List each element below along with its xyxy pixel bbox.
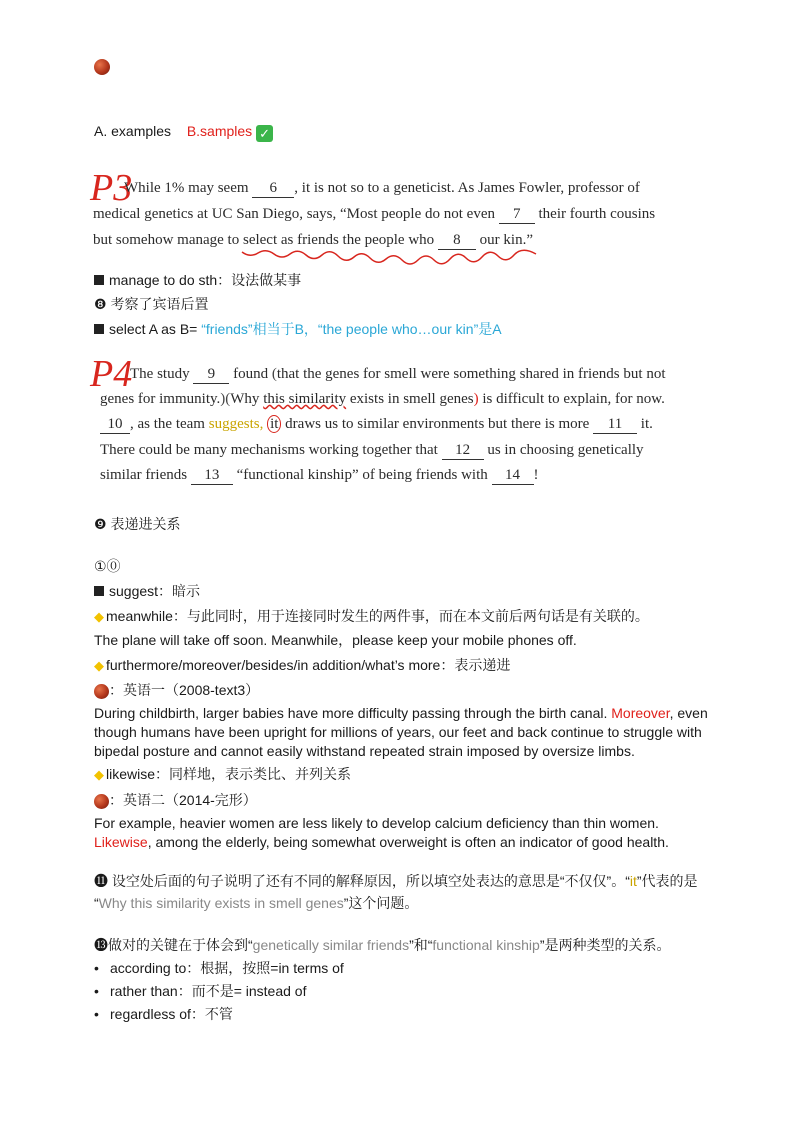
option-b: B.samples [186,123,253,139]
text: it. [640,416,653,432]
text: During childbirth, larger babies have more difficulty passing through the birth canal. [94,705,608,721]
text: ：英语二（2014-完形） [109,792,257,808]
text: ⓫ 设空处后面的句子说明了还有不同的解释原因，所以填空处表达的意思是“不仅仅”。“ [94,873,630,889]
note-furthermore [94,656,510,675]
p3-label: P3 [90,167,133,209]
text: “friends”相当于B，“the people who…our kin” [201,321,479,337]
diamond-icon: ◆ [94,767,104,782]
note-11-cont [94,894,418,912]
p4-line-2 [100,391,665,408]
text: their fourth cousins [538,206,656,222]
text: but somehow manage to [93,232,240,248]
option-a: A. examples [94,123,172,139]
text: that the genes for smell were something shared in friends but not [276,366,666,382]
answer-options [94,122,273,142]
text: , as the team [130,416,205,432]
text: ”这个问题。 [343,895,419,911]
nut-icon [94,59,110,75]
text: though humans have been upright for millions of years, our feet and back continue to struggle with [94,724,702,740]
blank-11: 11 [593,416,637,434]
source-eng2 [94,791,257,809]
nut-icon [94,684,109,699]
list-item [94,959,344,977]
text: likewise：同样地，表示类比、并列关系 [106,766,352,782]
note-9: ❾ 表递进关系 [94,516,181,532]
bracket-mark: ) [473,391,479,407]
p4-line-5 [100,467,539,485]
bullet-dot-icon: • [94,983,99,999]
text: found [233,366,269,382]
note-10: ①⓪ [94,558,121,574]
bullet-dot-icon: • [94,1006,99,1022]
blank-10: 10 [100,416,130,434]
text: ”和“ [409,937,433,953]
square-bullet-icon [94,275,104,285]
bracket-mark: )( [220,391,231,407]
text: manage to do sth：设法做某事 [109,272,302,288]
text: Why this similarity exists in smell genes [98,895,344,911]
list-item [94,982,307,1000]
text: “ [94,895,99,911]
note-suggest [94,582,200,600]
diamond-icon: ◆ [94,609,104,624]
text: ”是两种类型的关系。 [539,937,671,953]
nut-icon [94,794,109,809]
text: suggest：暗示 [109,583,201,599]
text: genetically similar friends [252,937,410,953]
list-item [94,1005,233,1023]
square-bullet-icon [94,586,104,596]
circled-text: it [267,415,281,433]
text: regardless of：不管 [110,1006,233,1022]
highlighted-text: Likewise [94,834,148,850]
text: , even [669,705,708,721]
text: For example, heavier women are less likely to develop calcium deficiency than thin women. [94,815,659,831]
text: , among the elderly, being somewhat overweight is often an indicator of good health. [147,834,669,850]
note-8: ❽ 考察了宾语后置 [94,296,209,312]
note-likewise [94,765,351,784]
square-bullet-icon [94,324,104,334]
diamond-icon: ◆ [94,658,104,673]
example-plane: The plane will take off soon. Meanwhile，please keep your mobile phones off. [94,632,577,648]
text: “functional kinship” of being friends with [236,467,488,483]
text: is difficult to explain, for now. [482,391,665,407]
text: our kin.” [479,232,533,248]
blank-13: 13 [191,467,233,485]
note-13 [94,936,670,954]
text: meanwhile：与此同时，用于连接同时发生的两件事，而在本文前后两句话是有关联的。 [106,608,649,624]
p4-line-1 [130,366,665,384]
text: The study [130,366,190,382]
highlighted-text: suggests, [208,416,264,432]
p4-line-3 [100,416,653,434]
underlined-text: this similarity [263,391,347,407]
p3-line-2 [93,206,655,224]
bullet-dot-icon: • [94,960,99,976]
text: ”代表的是 [636,873,698,889]
text: select A as B= [109,321,202,337]
blank-14: 14 [492,467,534,485]
text: , it is not so to a geneticist. As James Fowler, professor of [294,180,640,196]
p4-line-4 [100,442,644,460]
text: exists in smell genes [349,391,474,407]
note-meanwhile [94,607,649,626]
text: bipedal posture and cannot easily withstand repeated strain imposed by oversize limbs. [94,743,635,759]
text: medical genetics at UC San Diego, says, “Most people do not even [93,206,495,222]
note-11 [94,872,698,890]
blank-8: 8 [438,232,476,250]
underlined-text: select as friends the people who [242,232,435,248]
text: Why [230,391,260,407]
check-icon: ✓ [256,125,273,142]
text: ! [533,467,539,483]
example-women [94,814,714,852]
note-select [94,320,502,338]
text: There could be many mechanisms working together that [100,442,438,458]
wavy-underline-mark [240,248,540,266]
blank-7: 7 [499,206,535,224]
source-eng1 [94,681,259,699]
highlighted-text: it [629,873,637,889]
bracket-mark: ( [271,366,277,382]
blank-6: 6 [252,180,294,198]
text: 是A [478,321,502,337]
text: functional kinship [432,937,540,953]
text: genes for immunity. [100,391,221,407]
p4-label: P4 [90,353,133,395]
text: furthermore/moreover/besides/in addition/what’s more：表示递进 [106,657,511,673]
text: While 1% may seem [124,180,249,196]
blank-12: 12 [442,442,484,460]
text: similar friends [100,467,188,483]
example-childbirth [94,704,714,761]
blank-9: 9 [193,366,229,384]
text: according to：根据，按照=in terms of [110,960,344,976]
highlighted-text: Moreover [611,705,670,721]
text: draws us to similar environments but there is more [285,416,590,432]
text: rather than：而不是= instead of [110,983,307,999]
p3-line-1 [124,180,640,198]
note-manage [94,271,301,289]
text: ：英语一（2008-text3） [109,682,260,698]
text: ⓭做对的关键在于体会到“ [94,937,253,953]
text: us in choosing genetically [487,442,644,458]
